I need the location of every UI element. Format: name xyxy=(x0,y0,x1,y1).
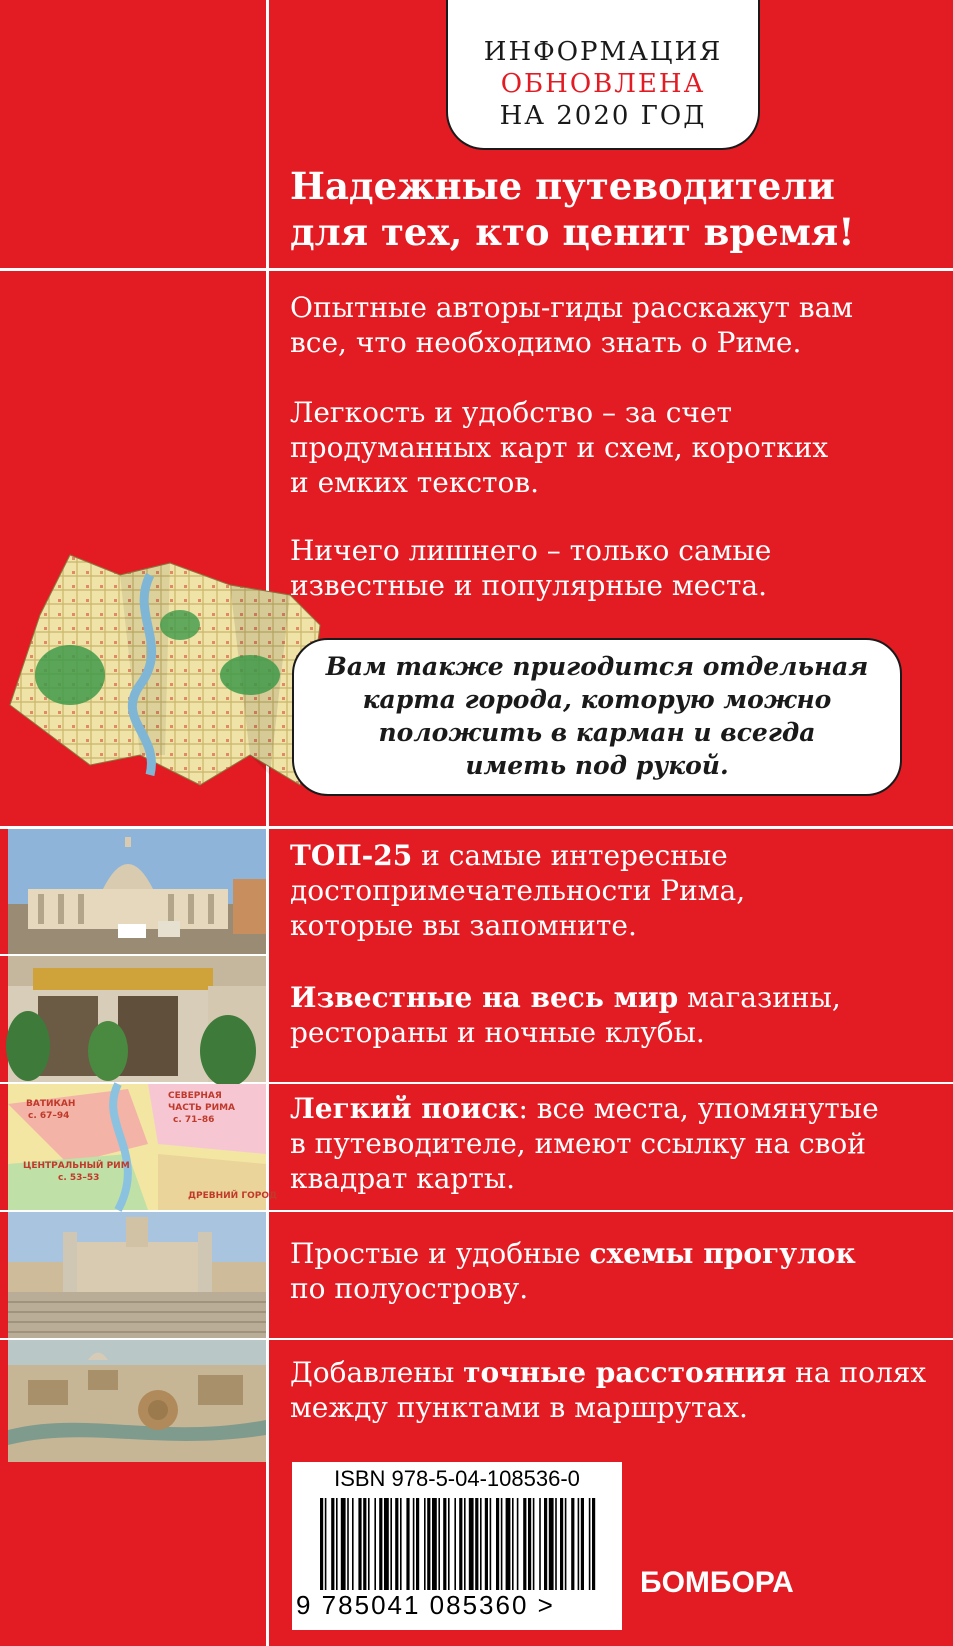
info-line-3: НА 2020 ГОД xyxy=(499,101,707,131)
feature-3-line3: квадрат карты. xyxy=(290,1162,515,1195)
barcode-bar xyxy=(544,1498,547,1590)
folded-city-map-image xyxy=(0,555,330,815)
feature-4-bold: схемы прогулок xyxy=(589,1237,856,1270)
barcode-bar xyxy=(406,1498,409,1590)
feature-3-line2: в путеводителе, имеют ссылку на свой xyxy=(290,1127,866,1160)
feature-5-text: на полях xyxy=(786,1356,927,1389)
barcode-bar xyxy=(555,1498,557,1590)
barcode-bar xyxy=(571,1498,574,1590)
intro-p3-line2: известные и популярные места. xyxy=(290,569,767,602)
barcode-bar xyxy=(485,1498,488,1590)
map-label-central: ЦЕНТРАЛЬНЫЙ РИМ xyxy=(23,1161,130,1171)
intro-p1-line1: Опытные авторы-гиды расскажут вам xyxy=(290,291,854,324)
map-label-north-pages: с. 71–86 xyxy=(173,1115,215,1125)
divider-top xyxy=(0,268,953,271)
info-line-1: ИНФОРМАЦИЯ xyxy=(483,37,723,67)
barcode-bar xyxy=(352,1498,354,1590)
feature-3-text: : все места, упомянутые xyxy=(518,1092,879,1125)
barcode-bar xyxy=(374,1498,376,1590)
feature-search xyxy=(290,1091,930,1196)
barcode-bar xyxy=(565,1498,567,1590)
feature-2-line2: рестораны и ночные клубы. xyxy=(290,1016,705,1049)
barcode-bar xyxy=(506,1498,511,1590)
barcode-bar xyxy=(427,1498,430,1590)
barcode-bar xyxy=(533,1498,535,1590)
barcode-bar xyxy=(480,1498,482,1590)
barcode-bar xyxy=(443,1498,446,1590)
headline-line-2: для тех, кто ценит время! xyxy=(290,210,855,254)
feature-1-text: и самые интересные xyxy=(412,839,728,872)
barcode-bar xyxy=(341,1498,346,1590)
map-label-central-pages: с. 53–53 xyxy=(58,1173,100,1183)
callout-line-4: иметь под рукой. xyxy=(465,751,729,780)
intro-p3-line1: Ничего лишнего – только самые xyxy=(290,534,772,567)
barcode-bar xyxy=(384,1498,389,1590)
intro-p1-line2: все, что необходимо знать о Риме. xyxy=(290,326,802,359)
barcode-bar xyxy=(501,1498,503,1590)
barcode-bar xyxy=(438,1498,440,1590)
barcode-bar xyxy=(454,1498,456,1590)
barcode-bar xyxy=(523,1498,526,1590)
barcode-bar xyxy=(448,1498,450,1590)
barcode-bar xyxy=(459,1498,462,1590)
barcode-bar xyxy=(464,1498,466,1590)
barcode-bar xyxy=(549,1498,554,1590)
feature-5-pre: Добавлены xyxy=(290,1356,464,1389)
isbn-text: ISBN 978-5-04-108536-0 xyxy=(334,1466,580,1491)
headline-line-1: Надежные путеводители xyxy=(290,164,835,208)
feature-4-line2: по полуострову. xyxy=(290,1272,529,1305)
barcode-bar xyxy=(347,1498,349,1590)
map-label-vatican-pages: с. 67–94 xyxy=(28,1111,70,1121)
map-label-north-2: ЧАСТЬ РИМА xyxy=(168,1103,236,1113)
intro-p2-line1: Легкость и удобство – за счет xyxy=(290,396,732,429)
barcode-bar xyxy=(336,1498,338,1590)
feature-5-bold: точные расстояния xyxy=(463,1356,787,1389)
vertical-divider xyxy=(266,0,269,1646)
barcode-bar xyxy=(416,1498,419,1590)
barcode-bar xyxy=(560,1498,563,1590)
callout-line-3: положить в карман и всегда xyxy=(378,718,816,747)
feature-top25 xyxy=(290,838,930,943)
info-updated-tab xyxy=(446,0,760,150)
feature-4-pre: Простые и удобные xyxy=(290,1237,590,1270)
feature-3-bold: Легкий поиск xyxy=(290,1092,519,1125)
feature-1-bold: ТОП-25 xyxy=(290,839,413,872)
feature-5-line2: между пунктами в маршрутах. xyxy=(290,1391,748,1424)
feature-shops xyxy=(290,980,930,1050)
barcode-bar xyxy=(395,1498,398,1590)
barcode-bar xyxy=(512,1498,514,1590)
barcode-bar xyxy=(496,1498,499,1590)
barcode-bar xyxy=(589,1498,591,1590)
barcode-bar xyxy=(413,1498,415,1590)
callout-line-2: карта города, которую можно xyxy=(362,685,832,714)
isbn-barcode xyxy=(292,1462,622,1630)
barcode-bar xyxy=(539,1498,541,1590)
barcode-bar xyxy=(368,1498,370,1590)
photo-capitoline xyxy=(8,1212,266,1338)
callout-line-1: Вам также пригодится отдельная xyxy=(325,652,869,681)
barcode-bar xyxy=(363,1498,366,1590)
headline xyxy=(290,163,930,255)
intro-paragraph-1 xyxy=(290,290,910,360)
info-line-2: ОБНОВЛЕНА xyxy=(500,69,706,99)
barcode-bar xyxy=(517,1498,519,1590)
publisher-logo: БОМБОРА xyxy=(640,1566,794,1599)
feature-walks xyxy=(290,1236,930,1306)
barcode-bar xyxy=(578,1498,580,1590)
map-label-ancient: ДРЕВНИЙ ГОРОД xyxy=(188,1191,277,1201)
barcode-bar xyxy=(331,1498,334,1590)
barcode-bars xyxy=(320,1498,595,1590)
barcode-bar xyxy=(490,1498,492,1590)
photo-aerial-rome xyxy=(8,1340,266,1462)
barcode-bar xyxy=(475,1498,478,1590)
feature-2-text: магазины, xyxy=(678,981,841,1014)
barcode-bar xyxy=(320,1498,323,1590)
barcode-bar xyxy=(592,1498,595,1590)
intro-p2-line3: и емких текстов. xyxy=(290,466,540,499)
feature-1-line2: достопримечательности Рима, xyxy=(290,874,746,907)
intro-p2-line2: продуманных карт и схем, коротких xyxy=(290,431,829,464)
photo-st-peters xyxy=(8,829,266,954)
feature-2-bold: Известные на весь мир xyxy=(290,981,679,1014)
photo-shop-street xyxy=(8,956,266,1082)
barcode-bar xyxy=(432,1498,437,1590)
barcode-bar xyxy=(390,1498,392,1590)
barcode-bar xyxy=(424,1498,426,1590)
barcode-bar xyxy=(469,1498,474,1590)
city-map-callout xyxy=(292,638,902,796)
barcode-bar xyxy=(358,1498,361,1590)
photo-district-map xyxy=(8,1084,277,1210)
map-label-vatican: ВАТИКАН xyxy=(26,1099,76,1109)
barcode-bar xyxy=(379,1498,382,1590)
barcode-digits: 9 785041 085360 > xyxy=(296,1590,555,1620)
barcode-bar xyxy=(581,1498,584,1590)
barcode-bar xyxy=(325,1498,327,1590)
barcode-bar xyxy=(400,1498,402,1590)
barcode-bar xyxy=(528,1498,531,1590)
feature-distances xyxy=(290,1355,930,1425)
intro-paragraph-3 xyxy=(290,533,910,603)
intro-paragraph-2 xyxy=(290,395,910,500)
feature-1-line3: которые вы запомните. xyxy=(290,909,637,942)
map-label-north: СЕВЕРНАЯ xyxy=(168,1091,222,1101)
